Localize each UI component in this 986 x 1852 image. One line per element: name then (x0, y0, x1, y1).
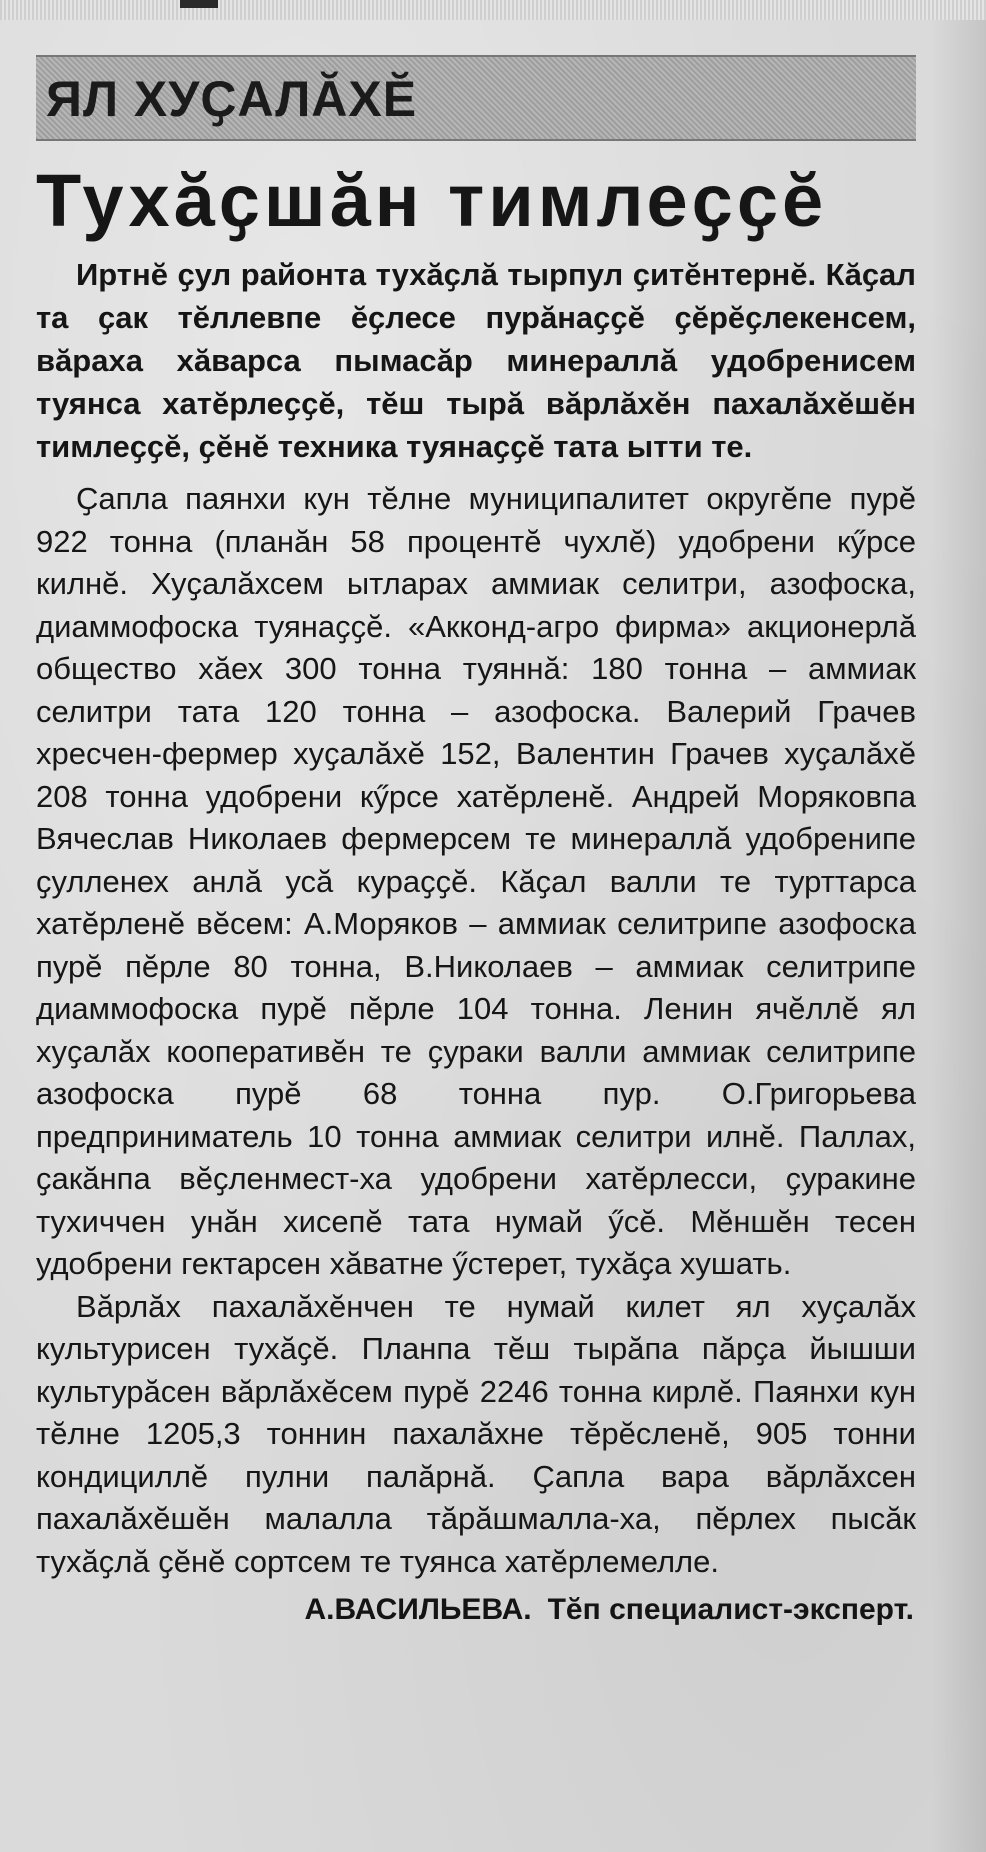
body-paragraph: Вӑрлӑх пахалӑхӗнчен те нумай килет ял хуҫалӑх культурисен тухӑҫӗ. Планпа тӗш тырӑпа пӑрҫа йышши культурӑсен вӑрлӑхӗсем пурӗ 2246 тонна кирлӗ. Паянхи кун тӗлне 1205,3 тоннин пахалӑхне тӗрӗсленӗ, 905 тонни кондициллӗ пулни палӑрнӑ. Ҫапла вара вӑрлӑхсен пахалӑхӗшӗн малалла тӑрӑшмалла-ха, пӗрлех пысӑк тухӑҫлӑ ҫӗнӗ сортсем те туянса хатӗрлемелле. (36, 1288, 916, 1579)
article-body (36, 478, 916, 1583)
top-strip-mark (180, 0, 218, 8)
body-paragraph: Ҫапла паянхи кун тӗлне муниципалитет округӗпе пурӗ 922 тонна (планӑн 58 процентӗ чухлӗ) удобрени кӳрсе килнӗ. Хуҫалӑхсем ытларах аммиак селитри, азофоска, диаммофоска туянаҫҫӗ. «Акконд-агро фирма» акционерлӑ общество хӑех 300 тонна туяннӑ: 180 тонна – аммиак селитри тата 120 тонна – азофоска. Валерий Грачев хресчен-фермер хуҫалӑхӗ 152, Валентин Грачев хуҫалӑхӗ 208 тонна удобрени кӳрсе хатӗрленӗ. Андрей Моряковпа Вячеслав Николаев фермерсем те минераллӑ удобренипе ҫулленех анлӑ усӑ кураҫҫӗ. Кӑҫал валли те турттарса хатӗрленӗ вӗсем: А.Моряков – аммиак селитрипе азофоска пурӗ пӗрле 80 тонна, В.Николаев – аммиак селитрипе диаммофоска пурӗ пӗрле 104 тонна. Ленин ячӗллӗ ял хуҫалӑх кооперативӗн те ҫураки валли аммиак селитрипе азофоска пурӗ 68 тонна пур. О.Григорьева предприниматель 10 тонна аммиак селитри илнӗ. Паллах, ҫакӑнпа вӗҫленмест-ха удобрени хатӗрлесси, ҫуракине тухиччен унӑн хисепӗ тата нумай ӳсӗ. Мӗншӗн тесен удобрени гектарсен хӑватне ӳстерет, тухӑҫа хушать. (36, 481, 916, 1281)
rubric-bar (36, 55, 916, 141)
byline-author: А.ВАСИЛЬЕВА. (304, 1593, 532, 1626)
article-headline: Тухӑҫшӑн тимлеҫҫӗ (36, 159, 828, 242)
page-right-edge-shadow (930, 20, 986, 1852)
article (36, 55, 916, 1631)
byline (36, 1589, 916, 1631)
rubric-label: ЯЛ ХУҪАЛӐХӖ (46, 71, 418, 127)
article-lead: Иртнӗ ҫул районта тухӑҫлӑ тырпул ҫитӗнтернӗ. Кӑҫал та ҫак тӗллевпе ӗҫлесе пурӑнаҫҫӗ ҫӗрӗҫлекенсем, вӑраха хӑварса пымасӑр минераллӑ удобренисем туянса хатӗрлеҫҫӗ, тӗш тырӑ вӑрлӑхӗн пахалӑхӗшӗн тимлеҫҫӗ, ҫӗнӗ техника туянаҫҫӗ тата ытти те. (36, 257, 916, 464)
byline-position: Тӗп специалист-эксперт. (547, 1593, 914, 1626)
page-top-strip (0, 0, 986, 20)
